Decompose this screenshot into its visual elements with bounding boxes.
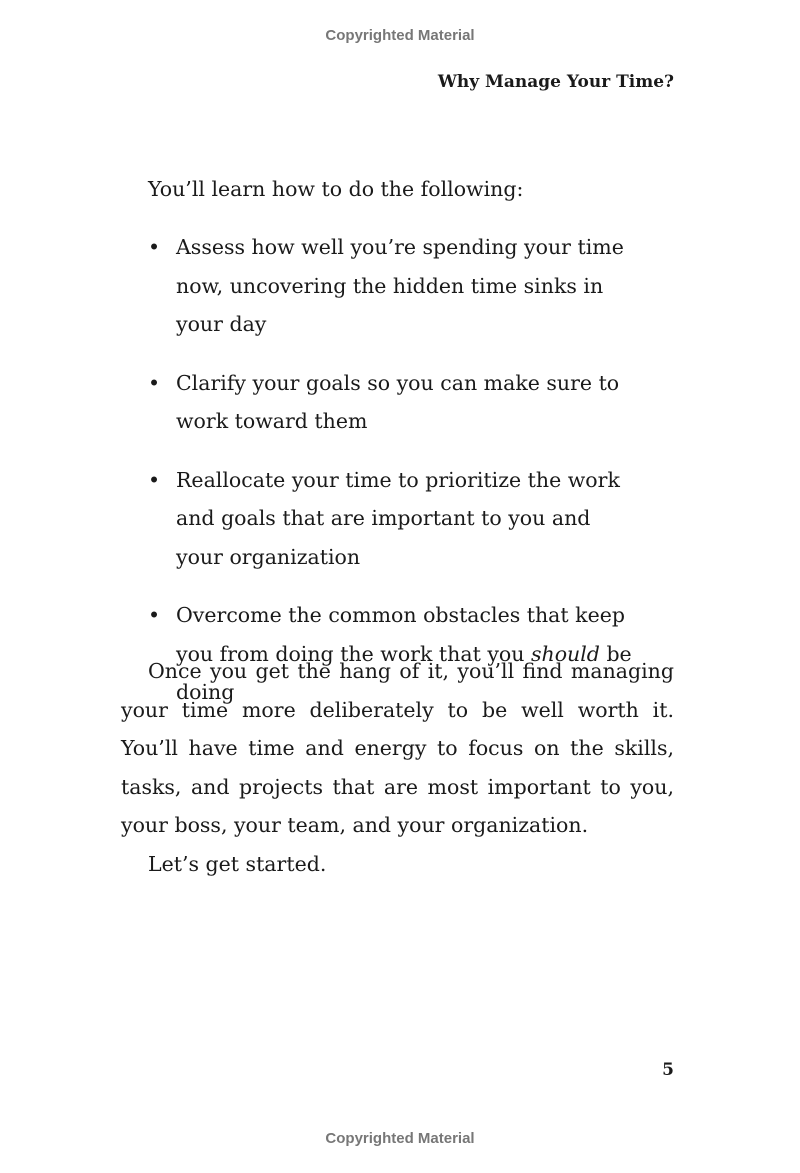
bullet-text: Overcome the common obstacles that keep you from doing the work that you bbox=[176, 603, 625, 666]
bullet-text: be doing bbox=[176, 641, 632, 704]
list-item: • Clarify your goals so you can make sure to work toward them bbox=[148, 364, 656, 441]
copyright-watermark-top: Copyrighted Material bbox=[325, 27, 475, 44]
list-item: • Reallocate your time to prioritize the work and goals that are important to you and your organization bbox=[148, 461, 626, 577]
intro-text: You’ll learn how to do the following: bbox=[148, 177, 524, 201]
paragraph: Once you get the hang of it, you’ll find managing your time more deliberately to be well worth it. You’ll have time and energy to focus on the skills, tasks, and projects that are most important to you, your boss, your team, and your organization. bbox=[121, 659, 674, 837]
running-header: Why Manage Your Time? bbox=[437, 72, 674, 92]
emphasis: should bbox=[530, 641, 600, 666]
copyright-watermark-bottom: Copyrighted Material bbox=[325, 1130, 475, 1147]
page-number: 5 bbox=[662, 1060, 674, 1080]
paragraph: Let’s get started. bbox=[148, 851, 327, 876]
list-item: • Assess how well you’re spending your time now, uncovering the hidden time sinks in your day bbox=[148, 228, 656, 344]
